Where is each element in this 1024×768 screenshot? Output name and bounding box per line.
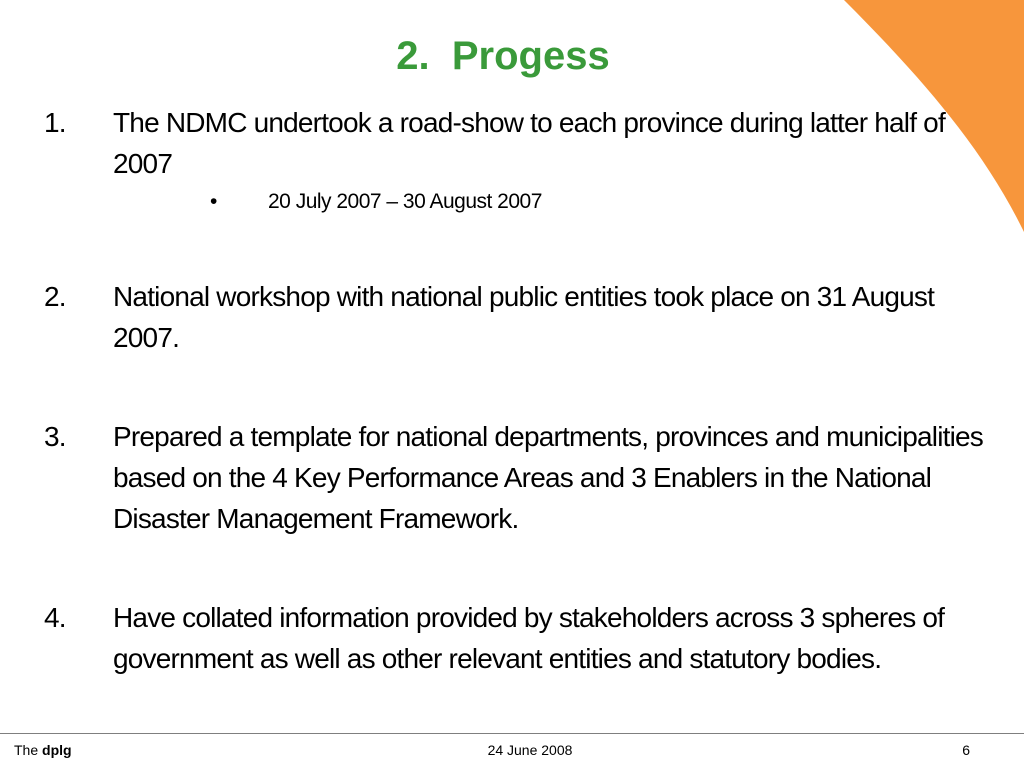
item-text: Prepared a template for national departments, provinces and municipalities based on the 4 Key Performance Areas and 3 Enablers in the National Disaster Management Framework. xyxy=(113,421,983,534)
bullet-icon: • xyxy=(210,190,217,213)
footer-date: 24 June 2008 xyxy=(487,742,573,758)
footer-page-number: 6 xyxy=(962,742,970,758)
list-item xyxy=(0,597,1000,679)
list-item xyxy=(0,102,1000,218)
item-text: National workshop with national public entities took place on 31 August 2007. xyxy=(113,281,935,353)
item-text: Have collated information provided by stakeholders across 3 spheres of government as well as other relevant entities and statutory bodies. xyxy=(113,602,945,674)
footer-org-name: dplg xyxy=(42,742,72,758)
list-item xyxy=(0,416,1000,539)
item-text: The NDMC undertook a road-show to each province during latter half of 2007 xyxy=(113,107,945,179)
item-number: 2. xyxy=(44,281,66,312)
item-number: 4. xyxy=(44,602,66,633)
item-number: 3. xyxy=(44,421,66,452)
list-item xyxy=(0,276,1000,358)
sub-item-text: 20 July 2007 – 30 August 2007 xyxy=(268,190,542,213)
footer-divider xyxy=(0,733,1024,734)
footer-organization xyxy=(14,741,72,759)
footer-org-prefix: The xyxy=(14,742,39,758)
sub-list-item xyxy=(113,186,1000,218)
item-number: 1. xyxy=(44,107,66,138)
progress-list xyxy=(0,102,1000,679)
slide-title: 2. Progess xyxy=(396,34,610,78)
